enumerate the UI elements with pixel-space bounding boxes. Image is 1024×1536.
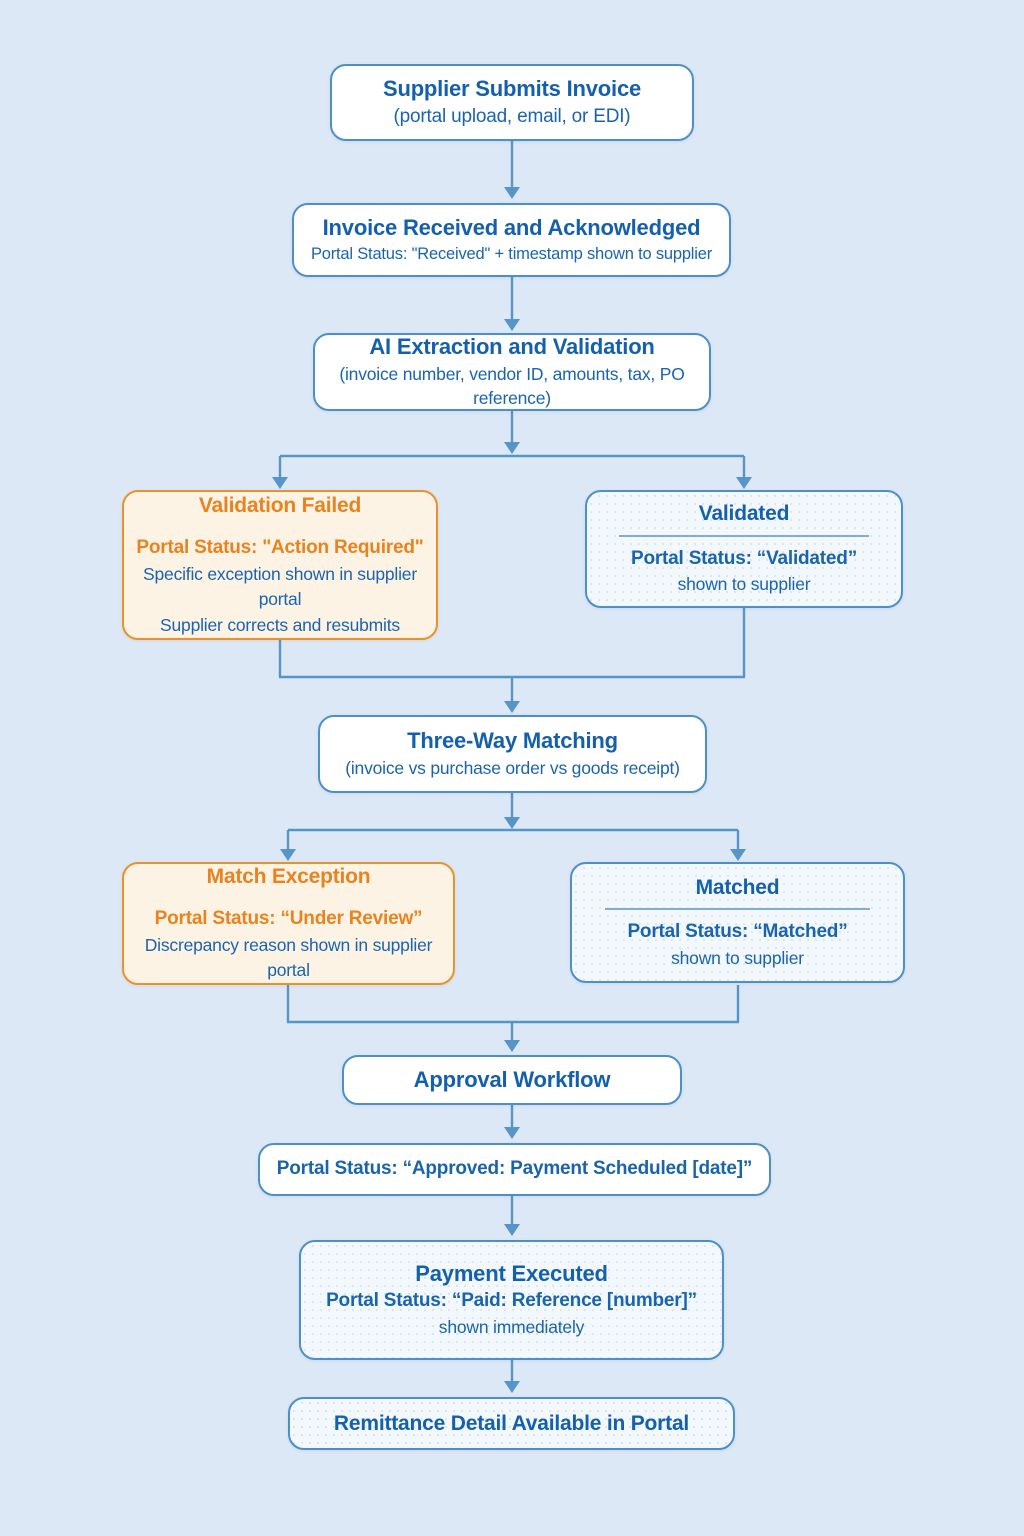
node-detail: shown immediately — [438, 1316, 585, 1337]
portal-status: Portal Status: “Under Review” — [154, 908, 423, 930]
connector-status-to-payment — [504, 1196, 520, 1236]
node-detail: Specific exception shown in supplier portal — [143, 563, 417, 610]
portal-status-label: Portal Status: — [326, 1290, 447, 1312]
node-title: Payment Executed — [415, 1260, 608, 1286]
node-title: Match Exception — [206, 865, 371, 889]
node-remittance-detail — [288, 1397, 735, 1450]
connector-payment-to-remittance — [504, 1360, 520, 1393]
connector-extraction-branch — [272, 411, 752, 489]
portal-status: Portal Status: "Action Required" — [136, 537, 424, 559]
connector-matching-branch — [280, 793, 746, 861]
node-subtitle: (invoice number, vendor ID, amounts, tax, PO reference) — [339, 363, 685, 409]
node-approved-status — [258, 1143, 771, 1196]
node-title: Matched — [695, 875, 780, 899]
divider — [605, 908, 869, 910]
node-three-way-matching — [318, 715, 707, 793]
node-title: AI Extraction and Validation — [369, 334, 655, 360]
connector-approval-to-status — [504, 1105, 520, 1139]
node-subtitle: (invoice vs purchase order vs goods receipt) — [345, 758, 680, 779]
portal-status-value: “Approved: Payment Scheduled [date]” — [402, 1158, 753, 1180]
node-validated — [585, 490, 903, 608]
node-detail: Supplier corrects and resubmits — [160, 614, 400, 635]
portal-status — [326, 1288, 697, 1315]
node-payment-executed — [299, 1240, 724, 1360]
node-subtitle: Portal Status: "Received" + timestamp shown to supplier — [310, 244, 713, 263]
node-title: Supplier Submits Invoice — [382, 75, 642, 101]
node-title: Invoice Received and Acknowledged — [322, 215, 701, 241]
node-approval-workflow — [342, 1055, 682, 1105]
node-title: Approval Workflow — [413, 1066, 611, 1092]
node-detail: shown to supplier — [671, 947, 804, 968]
node-validation-failed — [122, 490, 438, 640]
portal-status-value: “Paid: Reference [number]” — [451, 1290, 697, 1312]
node-detail: Discrepancy reason shown in supplier portal — [144, 935, 433, 981]
node-title: Remittance Detail Available in Portal — [333, 1411, 690, 1435]
node-supplier-submits-invoice — [330, 64, 694, 141]
portal-status: Portal Status: “Validated” — [630, 547, 858, 569]
connector-match-merge — [287, 985, 739, 1052]
portal-status — [277, 1156, 752, 1183]
node-matched — [570, 862, 905, 983]
node-ai-extraction — [313, 333, 711, 411]
node-match-exception — [122, 862, 455, 985]
connector-received-to-extraction — [504, 277, 520, 331]
divider — [619, 535, 868, 537]
portal-status-label: Portal Status: — [276, 1158, 398, 1180]
node-detail: shown to supplier — [677, 574, 811, 595]
connector-supplier-to-received — [504, 141, 520, 199]
node-title: Validated — [698, 502, 790, 526]
node-subtitle: (portal upload, email, or EDI) — [393, 105, 631, 127]
portal-status: Portal Status: “Matched” — [627, 921, 848, 943]
node-title: Three-Way Matching — [407, 728, 618, 754]
node-invoice-received — [292, 203, 731, 277]
node-title: Validation Failed — [198, 494, 362, 517]
